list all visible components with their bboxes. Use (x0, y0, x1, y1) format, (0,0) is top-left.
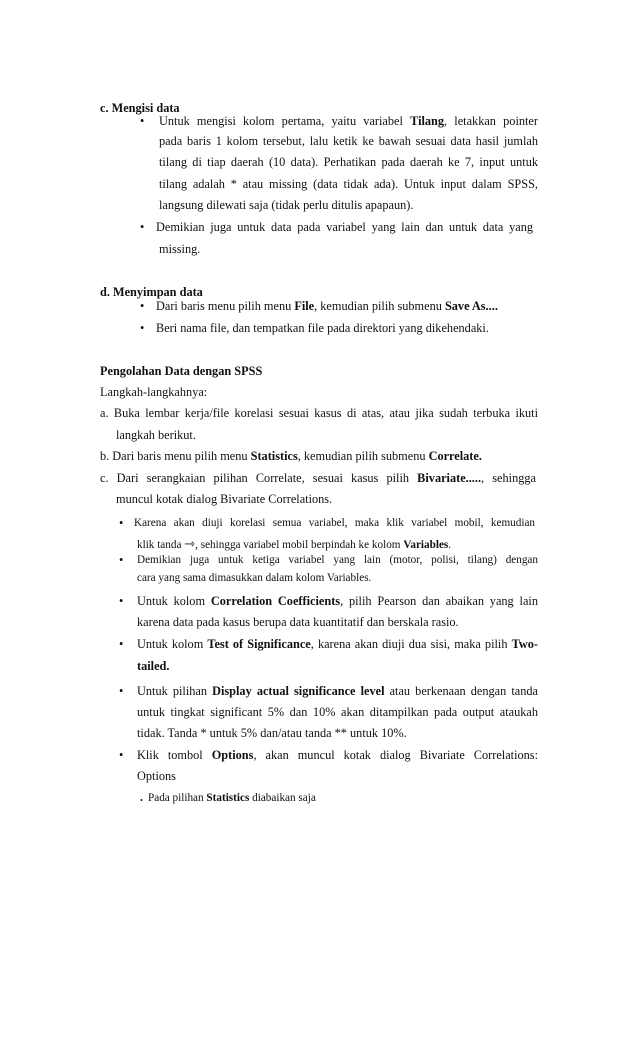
bullet-mark: • (140, 321, 145, 335)
heading-pengolahan-data: Pengolahan Data dengan SPSS (100, 364, 263, 378)
paragraph-line: langkah berikut. (116, 428, 196, 442)
bullet-mark: • (140, 299, 145, 313)
bullet-mark: • (119, 516, 124, 530)
paragraph-line: Langkah-langkahnya: (100, 385, 208, 399)
paragraph-line: cara yang sama dimasukkan dalam kolom Variables. (137, 572, 372, 584)
bullet-mark: • (140, 796, 143, 805)
bullet-mark: • (119, 748, 124, 762)
paragraph-line: Untuk kolom Test of Significance, karena akan diuji dua sisi, maka pilih Two- (137, 637, 538, 651)
paragraph-line: missing. (159, 242, 201, 256)
paragraph-line: pada baris 1 kolom tersebut, lalu ketik ke bawah sesuai data hasil jumlah (159, 134, 538, 148)
paragraph-line: muncul kotak dialog Bivariate Correlations. (116, 492, 333, 506)
bullet-mark: • (140, 114, 145, 128)
step-c: c. Dari serangkaian pilihan Correlate, sesuai kasus pilih Bivariate....., sehingga (100, 471, 536, 485)
step-a: a. Buka lembar kerja/file korelasi sesuai kasus di atas, atau jika sudah terbuka ikuti (100, 406, 538, 420)
paragraph-line: tailed. (137, 659, 170, 673)
paragraph-line: tilang di tiap daerah (10 data). Perhatikan pada daerah ke 7, input untuk (159, 155, 538, 169)
bullet-mark: • (119, 553, 124, 567)
paragraph-line: langsung dilewati saja (tidak perlu ditulis apapaun). (159, 198, 414, 212)
bullet-mark: • (119, 637, 124, 651)
arrow-icon: ⇾ (184, 537, 196, 552)
bullet-mark: • (119, 684, 124, 698)
paragraph-line: Dari baris menu pilih menu File, kemudian pilih submenu Save As.... (156, 299, 498, 313)
bullet-mark: • (119, 594, 124, 608)
bullet-mark: • (140, 220, 145, 234)
paragraph-line: karena data pada kasus berupa data kuantitatif dan berskala rasio. (137, 615, 459, 629)
step-b: b. Dari baris menu pilih menu Statistics, kemudian pilih submenu Correlate. (100, 449, 482, 463)
paragraph-line: Options (137, 769, 176, 783)
paragraph-line: Untuk kolom Correlation Coefficients, pilih Pearson dan abaikan yang lain (137, 594, 538, 608)
paragraph-line: Klik tombol Options, akan muncul kotak dialog Bivariate Correlations: (137, 748, 538, 762)
paragraph-line: Untuk pilihan Display actual significance level atau berkenaan dengan tanda (137, 684, 539, 698)
paragraph-line: untuk tingkat significant 5% dan 10% akan ditampilkan pada output ataukah (137, 705, 538, 719)
paragraph-line: klik tanda ⇾, sehingga variabel mobil berpindah ke kolom Variables. (137, 537, 452, 552)
heading-menyimpan-data: d. Menyimpan data (100, 285, 203, 299)
paragraph-line: Pada pilihan Statistics diabaikan saja (148, 792, 316, 804)
paragraph-line: Demikian juga untuk data pada variabel yang lain dan untuk data yang (156, 220, 533, 234)
heading-mengisi-data: c. Mengisi data (100, 101, 180, 115)
paragraph-line: tidak. Tanda * untuk 5% dan/atau tanda ** untuk 10%. (137, 726, 407, 740)
paragraph-line: Beri nama file, dan tempatkan file pada direktori yang dikehendaki. (156, 321, 489, 335)
paragraph-line: tilang adalah * atau missing (data tidak ada). Untuk input dalam SPSS, (159, 177, 538, 191)
paragraph-line: Karena akan diuji korelasi semua variabel, maka klik variabel mobil, kemudian (134, 517, 535, 529)
paragraph-line: Untuk mengisi kolom pertama, yaitu variabel Tilang, letakkan pointer (159, 114, 538, 128)
paragraph-line: Demikian juga untuk ketiga variabel yang lain (motor, polisi, tilang) dengan (137, 554, 538, 566)
